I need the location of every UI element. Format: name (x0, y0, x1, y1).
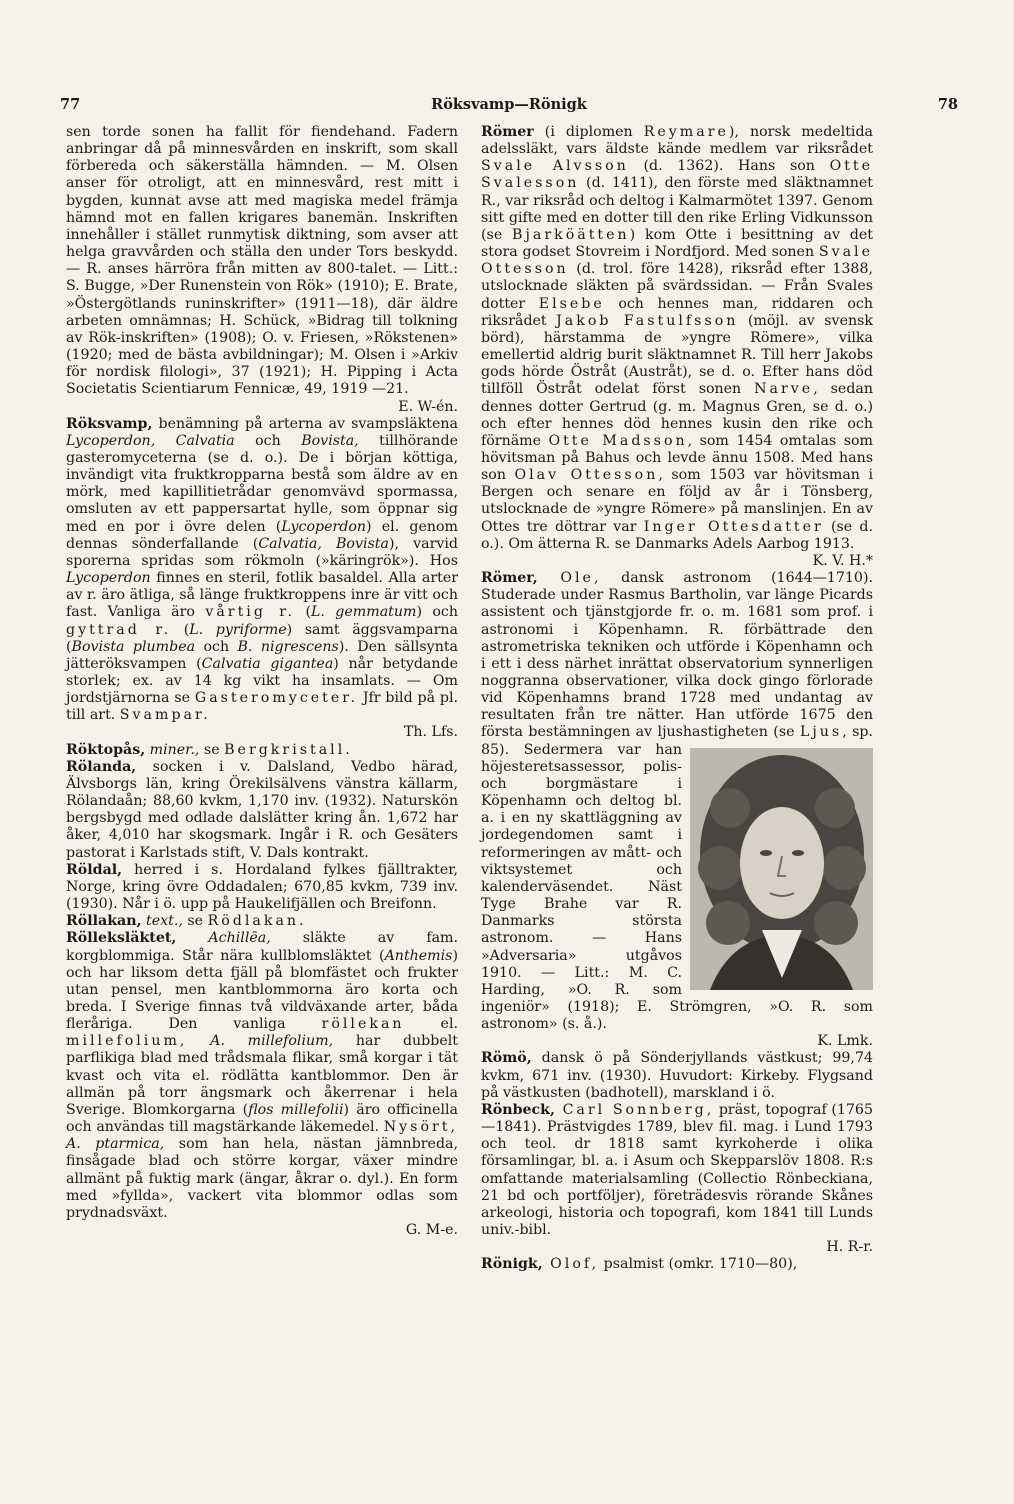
portrait-wig-curl (814, 901, 858, 945)
portrait-wig-curl (698, 846, 742, 890)
entry-ronbeck: Rönbeck, Carl Sonnberg, präst, topograf (1765—1841). Prästvigdes 1789, blev fil. mag. i Lund 1793 och teol. dr 1818 samt kyrkoherde i olika församlingar, bl. a. i Asum och Skepparslöv 1808. R:s omfattande materialsamling (Collectio Rönbeckiana, 21 bd och portföljer), företrädesvis rörande Skånes arkeologi, historia och topografi, kom 1841 till Lunds univ.-bibl. H. R-r. (481, 1101, 873, 1256)
entry-headword: Rölleksläktet, (66, 930, 177, 947)
entry-romer-family: Römer (i diplomen Reymare), norsk medeltida adelssläkt, vars äldste kände medlem var riksrådet Svale Alvsson (d. 1362). Hans son Otte Svalesson (d. 1411), den förste med släktnamnet R., var riksråd och deltog i Kalmarmötet 1397. Genom sitt gifte med en dotter till den rike Erling Vidkunsson (se Bjarköätten) kom Otte i besittning av det stora godset Stovreim i Nordfjord. Med sonen Svale Ottesson (d. trol. före 1428), riksråd efter 1388, utslocknade släkten på svärdssidan. — Från Svales dotter Elsebe och hennes man, riddaren och riksrådet Jakob Fastulfsson (möjl. av svensk börd), härstamma de »yngre Römere», vilka emellertid aldrig burit släktnamnet R. Till herr Jakobs gods hörde Östråt (Austråt), se d. o. Efter hans död tillföll Östråt odelat först sonen Narve, sedan dennes dotter Gertrud (g. m. Magnus Gren, se d. o.) och efter hennes död hennes kusin den rike och förnäme Otte Madsson, som 1454 omtalas som hövitsman på Bahus och levde ännu 1508. Med hans son Olav Ottesson, som 1503 var hövitsman i Bergen och senare en följd av år i Tönsberg, utslocknade de »yngre Römere» på manslinjen. En av Ottes tre döttrar var Inger Ottesdatter (se d. o.). Om ätterna R. se Danmarks Adels Aarbog 1913. K. V. H.* (481, 124, 874, 569)
entry-rolanda: Rölanda, socken i v. Dalsland, Vedbo härad, Älvsborgs län, kring Örekilsälvens vänstra källarm, Rölandaån; 88,60 kvkm, 1,170 inv. (1932). Naturskön bergsbygd med odlade dalslätter kring ån. 1,672 har åker, 4,010 har skogsmark. Ingår i R. och Gesäters pastorat i Karlstads stift, V. Dals kontrakt. (66, 758, 458, 861)
entry-headword: Röksvamp, (66, 415, 153, 432)
signature: G. M-e. (405, 1222, 458, 1238)
rok-entry-end: sen torde sonen ha fallit för fiendehand. Fadern anbringar då på minnesvården en inskrift, som skall förbereda och säkerställa hämnden. — M. Olsen anser för otroligt, att en minnesvård, rest mitt i bygden, kunnat avse att med magiska medel främja hämnd mot en fallen krigares banemän. Inskriften innehåller i stället runmytisk diktning, som avser att helga gravvården och ställa den under Tors beskydd. — R. anses härröra från mitten av 800-talet. — Litt.: S. Bugge, »Der Runenstein von Rök» (1910); E. Brate, »Östergötlands runinskrifter» (1911—18), där äldre arbeten omnämnas; H. Schück, »Bidrag till tolkning av Rök-inskriften» (1908); O. v. Friesen, »Rökstenen» (1920; med de bästa avbildningar); M. Olsen i »Arkiv för nordisk filologi», 37 (1921); H. Pipping i Acta Societatis Scientiarum Fennicæ, 49, 1919 —21. E. W-én. (66, 124, 458, 415)
ole-romer-portrait (690, 748, 873, 990)
entry-ronigk: Rönigk, Olof, psalmist (omkr. 1710—80), (481, 1256, 798, 1273)
page-number-right: 78 (937, 96, 958, 113)
entry-headword: Röktopås, (66, 741, 146, 758)
portrait-wig-curl (815, 788, 855, 828)
signature: Th. Lfs. (403, 724, 458, 741)
portrait-wig-curl (822, 846, 866, 890)
portrait-eye (760, 850, 772, 856)
entry-headword: Röldal, (66, 861, 123, 878)
entry-headword: Römö, (481, 1050, 532, 1067)
signature: E. W-én. (398, 398, 458, 415)
entry-headword: Rönigk, (481, 1256, 543, 1273)
portrait-wig-curl (706, 901, 750, 945)
entry-roksvamp: Röksvamp, benämning på arterna av svampsläktena Lycoperdon, Calvatia och Bovista, tillhörande gasteromyceterna (se d. o.). De i början köttiga, invändigt vita fruktkropparna bestå som äldre av en mörk, med kapillitietrådar genomvävd spormassa, omsluten av ett pappersartat hylle, som öppnar sig med en por i övre delen (Lycoperdon) el. genom dennas sönderfallande (Calvatia, Bovista), varvid sporerna spridas som rökmoln (»käringrök»). Hos Lycoperdon finnes en steril, fotlik basaldel. Alla arter av r. äro ätliga, så länge fruktkroppens inre är vitt och fast. Vanliga äro vårtig r. (L. gemmatum) och gyttrad r. (L. pyriforme) samt äggsvamparna (Bovista plumbea och B. nigrescens). Den sällsynta jätteröksvampen (Calvatia gigantea) når betydande storlek; ex. av 14 kg vikt ha insamlats. — Om jordstjärnorna se Gasteromyceter. Jfr bild på pl. till art. Svampar. Th. Lfs. (66, 415, 459, 741)
entry-headword: Röllakan, (66, 913, 142, 930)
right-column (481, 124, 873, 1273)
running-title: Röksvamp—Rönigk (431, 96, 587, 113)
portrait-face (740, 807, 824, 919)
entry-rollekslaktet: Rölleksläktet, Achillēa, släkte av fam. korgblommiga. Står nära kullblomsläktet (Anthemis) och har liksom detta fjäll på blomfästet och frukter utan pensel, men kantblommorna äro korta och breda. I Sverige finnas två vildväxande arter, båda fleråriga. Den vanliga röllekan el. millefolium, A. millefolium, har dubbelt parflikiga blad med trådsmala flikar, små korgar i tät kvast och vita el. rödlätta kantblommor. Den är allmän på torr ängsmark och åkerrenar i hela Sverige. Blomkorgarna (flos millefolii) äro officinella och användas till magstärkande läkemedel. Nysört, A. ptarmica, som han hela, nästan jämnbreda, finsågade blad och större korgar, växer mindre allmänt på fuktig mark (ängar, åkrar o. dyl.). En form med »fyllda», vackert vita blommor odlas som prydnadsväxt. G. M-e. (66, 930, 459, 1238)
entry-headword: Römer (481, 124, 534, 140)
signature: K. V. H.* (812, 552, 873, 569)
signature: K. Lmk. (817, 1033, 873, 1050)
signature: H. R-r. (826, 1239, 873, 1256)
left-column (66, 124, 458, 1239)
entry-headword: Rölanda, (66, 758, 137, 775)
portrait-wig-curl (710, 788, 750, 828)
page-header (60, 96, 958, 118)
page-number-left: 77 (60, 96, 81, 113)
entry-headword: Römer, (481, 570, 538, 587)
entry-headword: Rönbeck, (481, 1101, 555, 1118)
portrait-eye (792, 850, 804, 856)
entry-romer-ole: Römer, Ole, dansk astronom (1644—1710). Studerade under Rasmus Bartholin, var länge Picards assistent och tjänstgjorde fr. o. m. 1681 som prof. i astronomi i Köpenhamn. R. förbättrade den astrometriska tekniken och utförde i Köpenhamn och i ett i dess närhet inrättat observatorium synnerligen noggranna observationer, vilka dock gingo förlorade vid Köpenhamns brand 1728 med undantag av resultaten från tre nätter. Han utförde 1675 den första bestämningen av ljushastigheten (se Ljus, sp. 85). Sedermera var han höjesteretsassessor, polis- och borgmästare i Köpenhamn och deltog bl. a. i en ny skattläggning av jordegendomen samt i reformeringen av mått- och viktsystemet och kalenderväsendet. Näst Tyge Brahe var R. Danmarks största astronom. — Hans »Adversaria» utgåvos 1910. — Litt.: M. C. Harding, »O. R. som ingeniör» (1918); E. Strömgren, »O. R. som astronom» (s. å.). K. Lmk. (481, 570, 873, 1050)
entry-roktopas: Röktopås, miner., se Bergkristall. (66, 741, 353, 758)
entry-romo: Römö, dansk ö på Sönderjyllands västkust; 99,74 kvkm, 671 inv. (1930). Huvudort: Kirkeby. Flygsand på västkusten (badhotell), marskland i ö. (481, 1050, 873, 1101)
entry-roldal: Röldal, herred i s. Hordaland fylkes fjälltrakter, Norge, kring övre Oddadalen; 670,85 kvkm, 739 inv. (1930). Når i ö. upp på Haukelifjällen och Breifonn. (66, 861, 458, 913)
entry-rollakan: Röllakan, text., se Rödlakan. (66, 913, 307, 930)
